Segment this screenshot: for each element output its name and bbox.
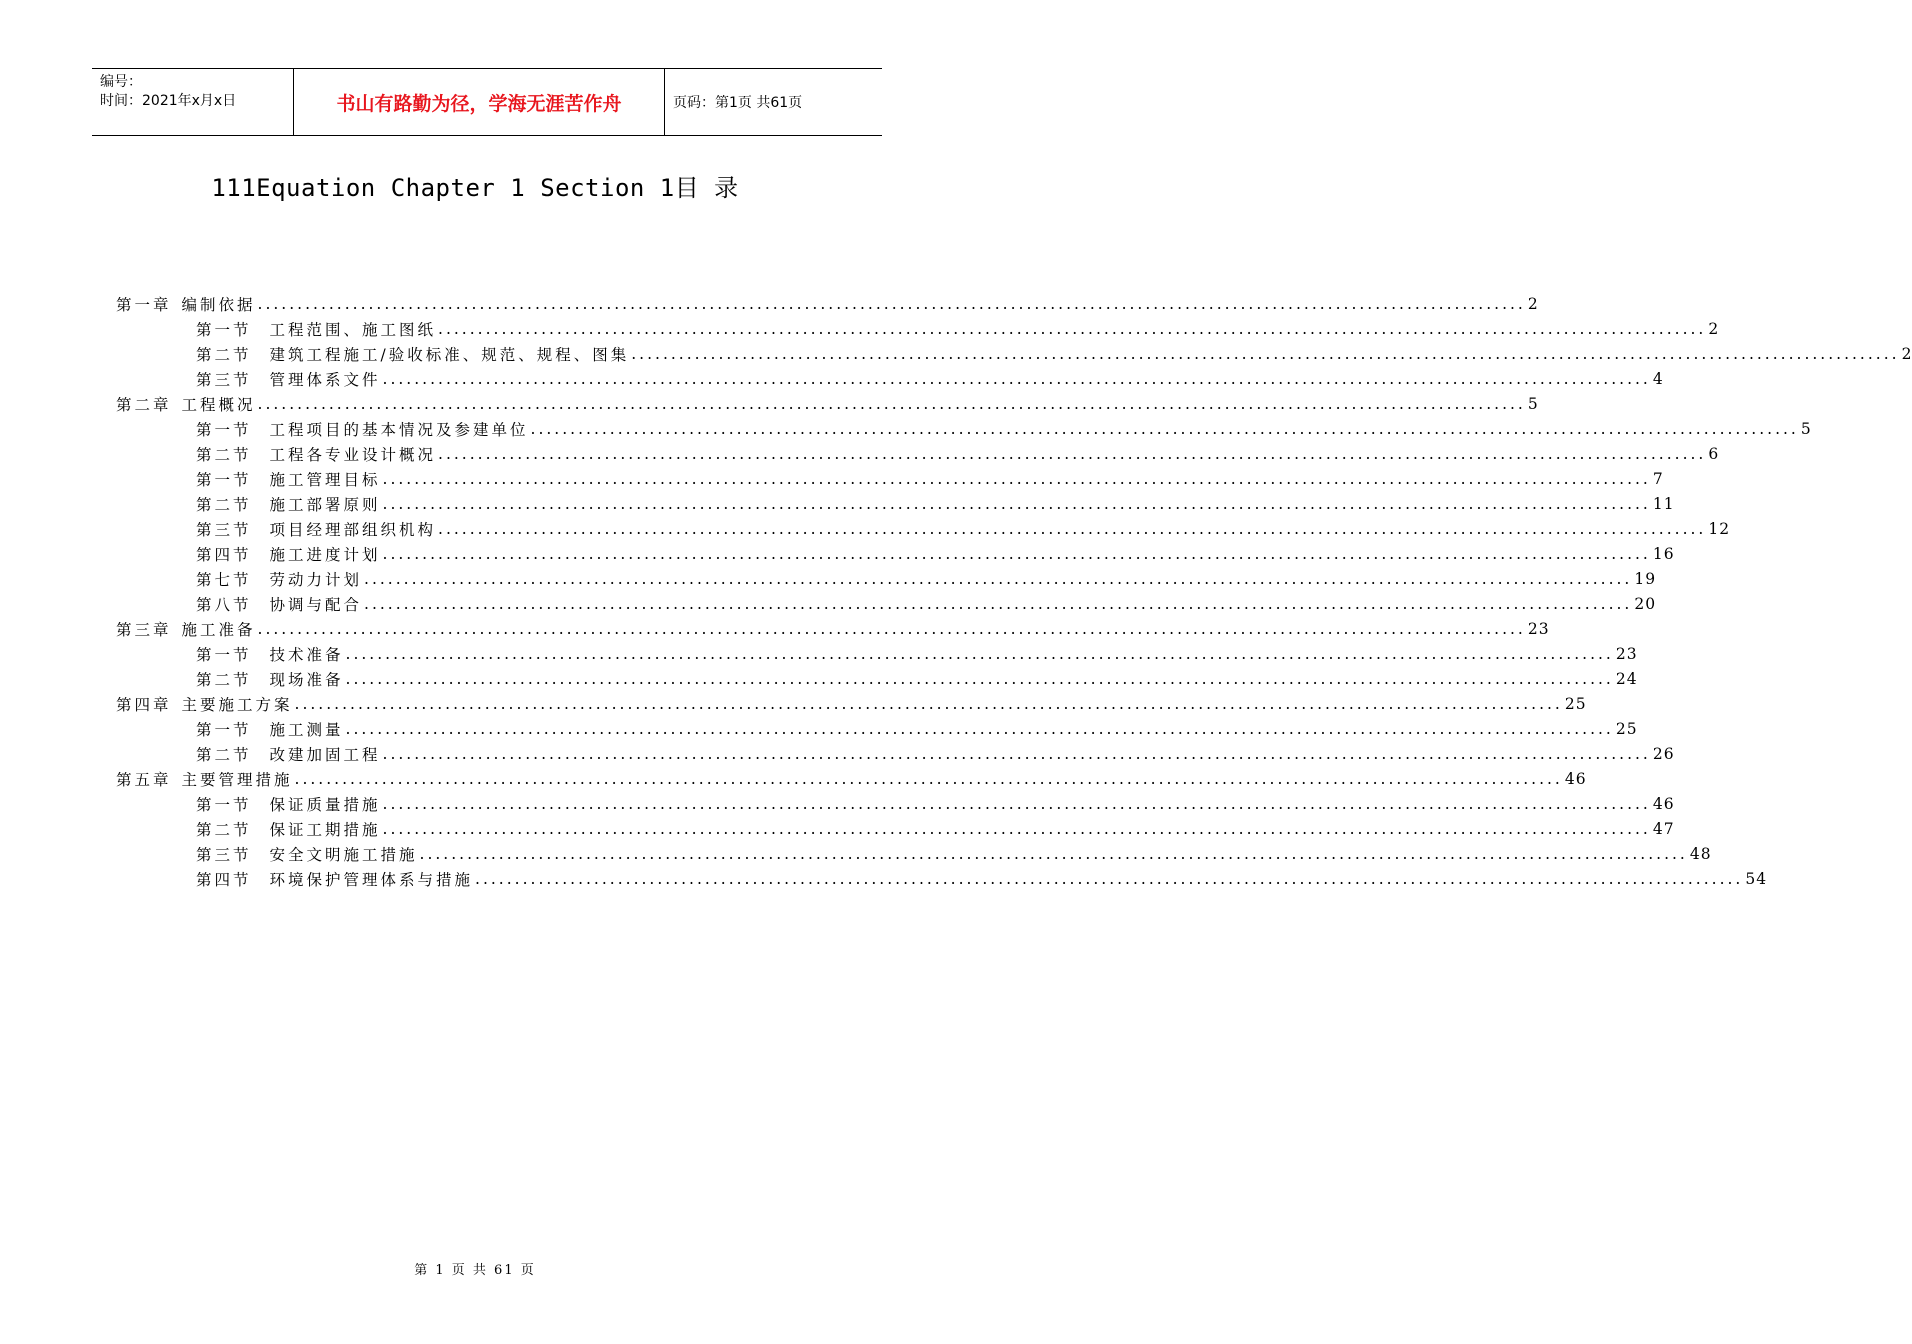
- toc-entry-number: 第一节: [196, 645, 252, 664]
- toc-entry-label: [116, 293, 256, 315]
- toc-page-number: 23: [1527, 619, 1550, 638]
- header-table: [92, 68, 882, 136]
- toc-entry-label: [196, 643, 344, 665]
- toc-entry-text: 建筑工程施工/验收标准、规范、规程、图集: [269, 345, 630, 364]
- toc-chapter-entry[interactable]: [0, 616, 1550, 641]
- toc-entry-label: [196, 418, 529, 440]
- toc-entry-text: 安全文明施工措施: [269, 845, 418, 864]
- toc-page-number: 11: [1652, 494, 1675, 513]
- toc-entry-text: 施工准备: [181, 620, 256, 639]
- toc-entry-text: 施工进度计划: [269, 545, 381, 564]
- toc-dot-leader: ................................................................................................................................................................: [294, 694, 1563, 713]
- toc-entry-number: 第二章: [116, 395, 172, 414]
- toc-page-number: 47: [1652, 819, 1675, 838]
- page-footer: 第 1 页 共 61 页: [414, 1263, 536, 1278]
- toc-page-number: 5: [1527, 394, 1539, 413]
- toc-dot-leader: ................................................................................................................................................................: [631, 344, 1900, 363]
- toc-entry-text: 管理体系文件: [269, 370, 381, 389]
- toc-entry-number: 第二节: [196, 745, 252, 764]
- toc-entry-text: 工程各专业设计概况: [269, 445, 437, 464]
- toc-dot-leader: ................................................................................................................................................................: [257, 619, 1526, 638]
- toc-entry-text: 协调与配合: [269, 595, 363, 614]
- toc-page-number: 23: [1615, 644, 1638, 663]
- toc-section-entry[interactable]: [0, 791, 1675, 816]
- toc-entry-label: [116, 693, 293, 715]
- toc-entry-label: [196, 593, 362, 615]
- toc-dot-leader: ................................................................................................................................................................: [438, 444, 1707, 463]
- toc-section-entry[interactable]: [0, 516, 1731, 541]
- toc-page-number: 48: [1689, 844, 1712, 863]
- toc-entry-label: [196, 343, 629, 365]
- toc-entry-label: [196, 493, 381, 515]
- toc-dot-leader: ................................................................................................................................................................: [475, 869, 1744, 888]
- toc-page-number: 4: [1652, 369, 1664, 388]
- toc-dot-leader: ................................................................................................................................................................: [382, 494, 1651, 513]
- toc-entry-label: [196, 793, 381, 815]
- toc-entry-number: 第二节: [196, 495, 252, 514]
- toc-dot-leader: ................................................................................................................................................................: [364, 594, 1633, 613]
- toc-entry-number: 第四节: [196, 870, 252, 889]
- toc-dot-leader: ................................................................................................................................................................: [382, 819, 1651, 838]
- toc-entry-number: 第三章: [116, 620, 172, 639]
- toc-page-number: 46: [1652, 794, 1675, 813]
- toc-dot-leader: ................................................................................................................................................................: [382, 744, 1651, 763]
- toc-entry-label: [196, 743, 381, 765]
- toc-entry-label: [196, 668, 344, 690]
- toc-entry-text: 保证工期措施: [269, 820, 381, 839]
- toc-entry-label: [196, 568, 362, 590]
- toc-page-number: 20: [1634, 594, 1657, 613]
- toc-section-entry[interactable]: [0, 591, 1657, 616]
- toc-page-number: 46: [1564, 769, 1587, 788]
- toc-page-number: 2: [1527, 294, 1539, 313]
- toc-entry-text: 工程概况: [181, 395, 256, 414]
- toc-page-number: 24: [1615, 669, 1638, 688]
- toc-entry-label: [196, 518, 436, 540]
- toc-chapter-entry[interactable]: [0, 766, 1587, 791]
- toc-entry-label: [196, 368, 381, 390]
- toc-entry-number: 第七节: [196, 570, 252, 589]
- toc-section-entry[interactable]: [0, 366, 1664, 391]
- toc-page-number: 2: [1901, 344, 1912, 363]
- toc-section-entry[interactable]: [0, 491, 1675, 516]
- toc-entry-number: 第一节: [196, 720, 252, 739]
- toc-dot-leader: ................................................................................................................................................................: [294, 769, 1563, 788]
- toc-dot-leader: ................................................................................................................................................................: [419, 844, 1688, 863]
- toc-entry-label: [196, 818, 381, 840]
- toc-dot-leader: ................................................................................................................................................................: [382, 544, 1651, 563]
- header-page-cell: [665, 69, 882, 135]
- toc-entry-number: 第一节: [196, 320, 252, 339]
- toc-dot-leader: ................................................................................................................................................................: [382, 369, 1651, 388]
- toc-dot-leader: ................................................................................................................................................................: [530, 419, 1799, 438]
- toc-page-number: 5: [1800, 419, 1812, 438]
- toc-dot-leader: ................................................................................................................................................................: [345, 644, 1614, 663]
- toc-entry-text: 保证质量措施: [269, 795, 381, 814]
- document-time-label: 时间：2021年x月x日: [100, 93, 237, 109]
- toc-section-entry[interactable]: [0, 641, 1638, 666]
- toc-entry-text: 施工部署原则: [269, 495, 381, 514]
- toc-page-number: 26: [1652, 744, 1675, 763]
- toc-entry-label: [196, 718, 344, 740]
- document-number-label: 编号：: [100, 74, 142, 90]
- toc-page-number: 12: [1708, 519, 1731, 538]
- toc-chapter-entry[interactable]: [0, 691, 1587, 716]
- toc-section-entry[interactable]: [0, 841, 1712, 866]
- toc-entry-text: 主要施工方案: [181, 695, 293, 714]
- toc-page-number: 25: [1615, 719, 1638, 738]
- toc-entry-text: 施工管理目标: [269, 470, 381, 489]
- toc-page-number: 2: [1708, 319, 1720, 338]
- toc-entry-text: 改建加固工程: [269, 745, 381, 764]
- toc-dot-leader: ................................................................................................................................................................: [345, 719, 1614, 738]
- toc-entry-label: [196, 868, 473, 890]
- toc-entry-text: 项目经理部组织机构: [269, 520, 437, 539]
- toc-entry-number: 第二节: [196, 445, 252, 464]
- toc-section-entry[interactable]: [0, 341, 1912, 366]
- toc-entry-number: 第三节: [196, 370, 252, 389]
- toc-entry-label: [116, 618, 256, 640]
- toc-dot-leader: ................................................................................................................................................................: [257, 394, 1526, 413]
- toc-section-entry[interactable]: [0, 816, 1675, 841]
- toc-section-entry[interactable]: [0, 741, 1675, 766]
- toc-entry-label: [196, 843, 418, 865]
- header-page-info: 页码：第1页 共61页: [673, 95, 803, 111]
- toc-entry-text: 技术准备: [269, 645, 344, 664]
- toc-title: 111Equation Chapter 1 Section 1目 录: [211, 174, 739, 202]
- toc-entry-text: 现场准备: [269, 670, 344, 689]
- toc-chapter-entry[interactable]: [0, 291, 1539, 316]
- toc-page-number: 7: [1652, 469, 1664, 488]
- toc-section-entry[interactable]: [0, 866, 1768, 891]
- toc-entry-number: 第三节: [196, 520, 252, 539]
- toc-entry-label: [196, 543, 381, 565]
- toc-entry-text: 施工测量: [269, 720, 344, 739]
- toc-entry-number: 第四章: [116, 695, 172, 714]
- toc-entry-text: 环境保护管理体系与措施: [269, 870, 474, 889]
- toc-page-number: 25: [1564, 694, 1587, 713]
- toc-entry-number: 第一节: [196, 795, 252, 814]
- toc-section-entry[interactable]: [0, 666, 1638, 691]
- toc-section-entry[interactable]: [0, 716, 1638, 741]
- toc-dot-leader: ................................................................................................................................................................: [438, 519, 1707, 538]
- toc-page-number: 16: [1652, 544, 1675, 563]
- toc-entry-text: 工程范围、施工图纸: [269, 320, 437, 339]
- toc-section-entry[interactable]: [0, 541, 1675, 566]
- toc-entry-text: 劳动力计划: [269, 570, 363, 589]
- toc-entry-number: 第二节: [196, 670, 252, 689]
- toc-entry-number: 第一节: [196, 420, 252, 439]
- toc-entry-number: 第八节: [196, 595, 252, 614]
- toc-entry-number: 第二节: [196, 820, 252, 839]
- table-of-contents: [0, 291, 1912, 891]
- header-motto: 书山有路勤为径，学海无涯苦作舟: [336, 92, 622, 115]
- toc-entry-label: [116, 393, 256, 415]
- toc-section-entry[interactable]: [0, 316, 1720, 341]
- toc-entry-label: [196, 318, 436, 340]
- toc-entry-label: [196, 443, 436, 465]
- toc-dot-leader: ................................................................................................................................................................: [382, 794, 1651, 813]
- toc-page-number: 6: [1708, 444, 1720, 463]
- toc-entry-number: 第一节: [196, 470, 252, 489]
- toc-entry-text: 主要管理措施: [181, 770, 293, 789]
- toc-page-number: 54: [1745, 869, 1768, 888]
- toc-entry-text: 编制依据: [181, 295, 256, 314]
- toc-dot-leader: ................................................................................................................................................................: [364, 569, 1633, 588]
- toc-section-entry[interactable]: [0, 566, 1657, 591]
- toc-entry-label: [116, 768, 293, 790]
- toc-entry-label: [196, 468, 381, 490]
- toc-dot-leader: ................................................................................................................................................................: [257, 294, 1526, 313]
- toc-dot-leader: ................................................................................................................................................................: [382, 469, 1651, 488]
- toc-entry-number: 第一章: [116, 295, 172, 314]
- toc-entry-number: 第五章: [116, 770, 172, 789]
- toc-dot-leader: ................................................................................................................................................................: [438, 319, 1707, 338]
- toc-page-number: 19: [1634, 569, 1657, 588]
- toc-chapter-entry[interactable]: [0, 391, 1539, 416]
- toc-section-entry[interactable]: [0, 416, 1812, 441]
- toc-section-entry[interactable]: [0, 466, 1664, 491]
- header-motto-cell: [293, 69, 665, 135]
- toc-section-entry[interactable]: [0, 441, 1720, 466]
- toc-entry-number: 第三节: [196, 845, 252, 864]
- toc-entry-number: 第四节: [196, 545, 252, 564]
- toc-entry-text: 工程项目的基本情况及参建单位: [269, 420, 529, 439]
- toc-dot-leader: ................................................................................................................................................................: [345, 669, 1614, 688]
- toc-entry-number: 第二节: [196, 345, 252, 364]
- header-meta-cell: [92, 69, 293, 135]
